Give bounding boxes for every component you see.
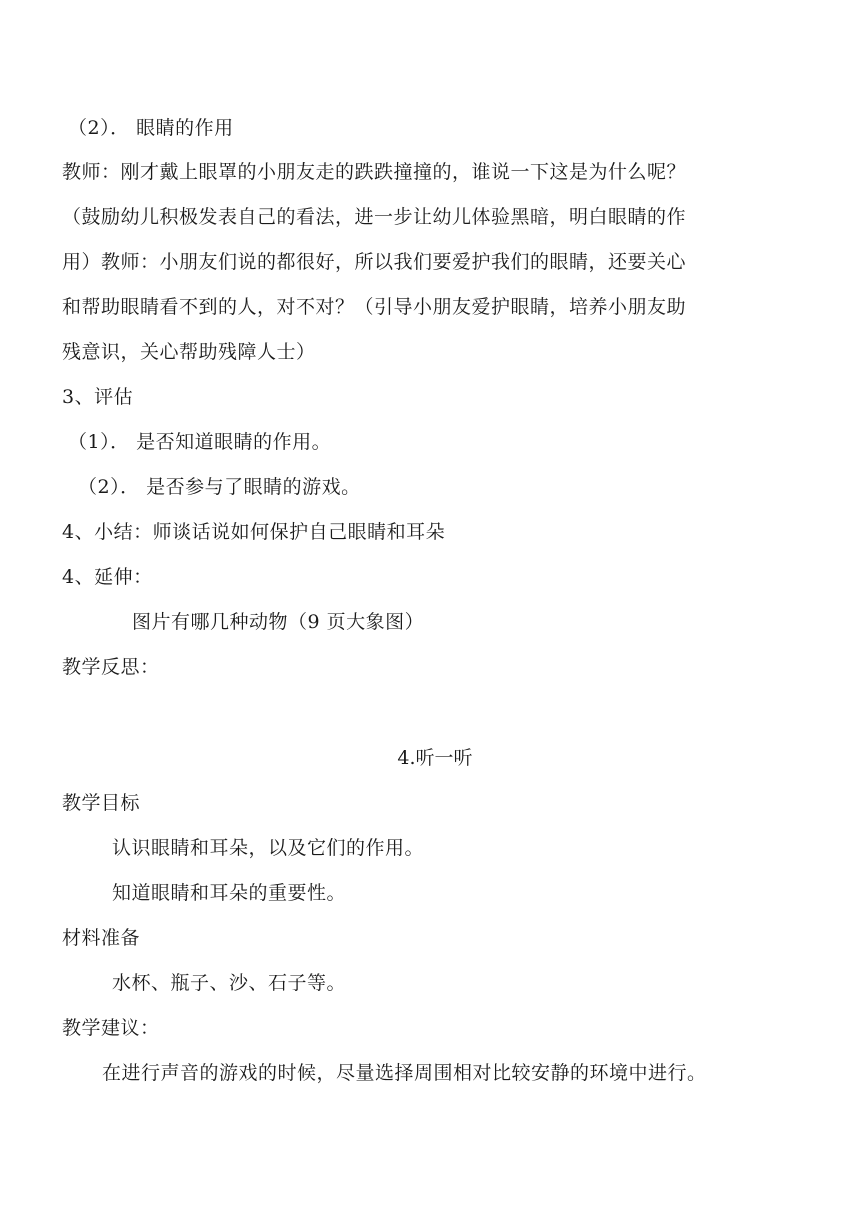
evaluation-item-2: （2）． 是否参与了眼睛的游戏。 <box>78 476 361 498</box>
lesson-title: 4.听一听 <box>397 747 473 769</box>
advice-text: 在进行声音的游戏的时候，尽量选择周围相对比较安静的环境中进行。 <box>102 1062 707 1084</box>
evaluation-item-1: （1）． 是否知道眼睛的作用。 <box>68 431 332 453</box>
evaluation-heading: 3、评估 <box>62 386 134 408</box>
reflection-label: 教学反思： <box>62 656 160 678</box>
paragraph-line-3: 用）教师：小朋友们说的都很好，所以我们要爱护我们的眼睛，还要关心 <box>62 251 687 273</box>
extension-heading: 4、延伸： <box>62 566 153 588</box>
paragraph-line-2: （鼓励幼儿积极发表自己的看法，进一步让幼儿体验黑暗，明白眼睛的作 <box>62 206 687 228</box>
materials-heading: 材料准备 <box>62 927 141 949</box>
paragraph-line-5: 残意识，关心帮助残障人士） <box>62 341 316 363</box>
paragraph-line-4: 和帮助眼睛看不到的人，对不对？（引导小朋友爱护眼睛，培养小朋友助 <box>62 296 687 318</box>
extension-text: 图片有哪几种动物（9 页大象图） <box>132 611 425 633</box>
advice-heading: 教学建议： <box>62 1017 160 1039</box>
goal-item-1: 认识眼睛和耳朵，以及它们的作用。 <box>112 837 425 859</box>
materials-text: 水杯、瓶子、沙、石子等。 <box>112 972 347 994</box>
goal-item-2: 知道眼睛和耳朵的重要性。 <box>112 882 347 904</box>
paragraph-line-1: 教师：刚才戴上眼罩的小朋友走的跌跌撞撞的，谁说一下这是为什么呢？ <box>62 161 687 183</box>
summary-line: 4、小结：师谈话说如何保护自己眼睛和耳朵 <box>62 521 446 543</box>
goals-heading: 教学目标 <box>62 792 141 814</box>
subheading-eye-function: （2）． 眼睛的作用 <box>68 117 234 139</box>
